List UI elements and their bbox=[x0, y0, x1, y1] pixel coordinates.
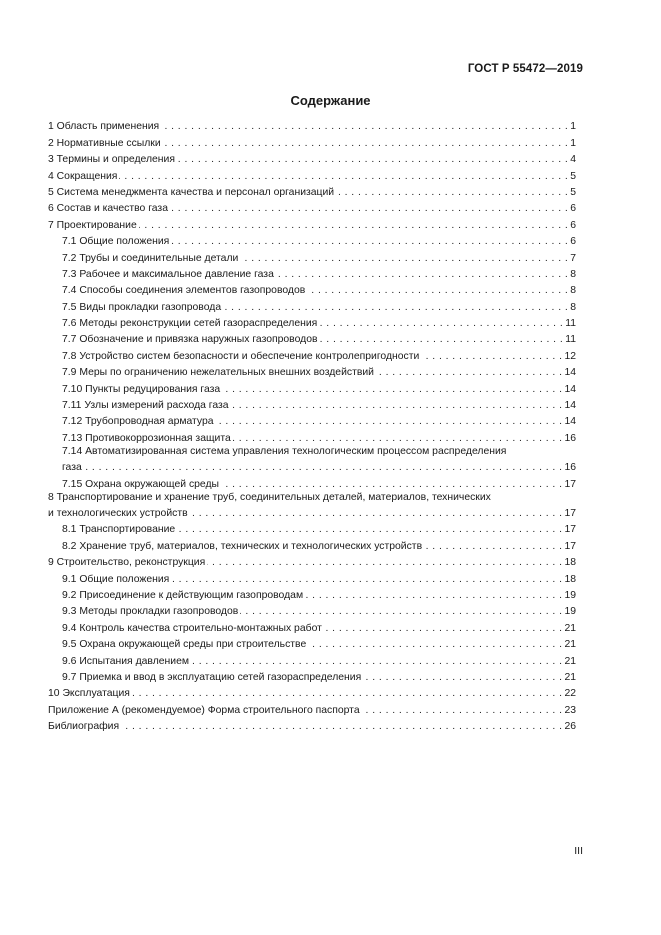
toc-entry-text: 7.9 Меры по ограничению нежелательных внешних воздействий bbox=[62, 367, 374, 379]
toc-page-number: 23 bbox=[564, 704, 576, 716]
toc-entry-text: 6 Состав и качество газа bbox=[48, 203, 168, 215]
toc-entry[interactable] bbox=[48, 150, 576, 166]
toc-entry-text: 4 Сокращения bbox=[48, 170, 118, 182]
toc-entry[interactable] bbox=[48, 586, 576, 602]
toc-entry-text: 7.15 Охрана окружающей среды bbox=[62, 478, 220, 490]
dot-leader bbox=[161, 120, 568, 133]
toc-entry[interactable] bbox=[48, 700, 576, 716]
toc-entry-text: 2 Нормативные ссылки bbox=[48, 137, 161, 149]
toc-page-number: 6 bbox=[570, 236, 576, 248]
toc-page-number: 11 bbox=[565, 318, 576, 330]
toc-page-number: 19 bbox=[564, 589, 576, 601]
toc-entry-text: 10 Эксплуатация bbox=[48, 688, 130, 700]
toc-entry[interactable] bbox=[48, 330, 576, 346]
dot-leader bbox=[305, 589, 562, 602]
toc-entry[interactable] bbox=[48, 346, 576, 362]
toc-page-number: 21 bbox=[564, 671, 576, 683]
dot-leader bbox=[240, 605, 562, 618]
toc-entry-text: 9.1 Общие положения bbox=[62, 573, 170, 585]
toc-entry-text: 9.6 Испытания давлением bbox=[62, 655, 189, 667]
toc-entry-text: 7.6 Методы реконструкции сетей газораспределения bbox=[62, 318, 318, 330]
page-number: III bbox=[574, 845, 583, 857]
toc-entry-text: 7.3 Рабочее и максимальное давление газа bbox=[62, 268, 274, 280]
toc-page-number: 8 bbox=[570, 285, 576, 297]
toc-page-number: 8 bbox=[570, 268, 576, 280]
table-of-contents bbox=[48, 117, 576, 733]
standard-designation: ГОСТ Р 55472—2019 bbox=[467, 63, 583, 75]
dot-leader bbox=[163, 137, 569, 150]
toc-entry[interactable] bbox=[48, 618, 576, 634]
toc-entry-line[interactable] bbox=[48, 445, 576, 458]
toc-page-number: 6 bbox=[570, 203, 576, 215]
toc-entry[interactable] bbox=[48, 717, 576, 733]
toc-page-number: 26 bbox=[564, 721, 576, 733]
toc-page-number: 14 bbox=[564, 367, 576, 379]
dot-leader bbox=[119, 170, 568, 183]
toc-entry[interactable] bbox=[48, 396, 576, 412]
toc-page-number: 18 bbox=[564, 557, 576, 569]
toc-entry[interactable] bbox=[48, 166, 576, 182]
toc-entry[interactable] bbox=[48, 428, 576, 444]
toc-entry-text: 7 Проектирование bbox=[48, 219, 137, 231]
toc-page-number: 1 bbox=[570, 137, 576, 149]
toc-entry-continuation: газа bbox=[62, 462, 82, 474]
toc-entry-text: 7.1 Общие положения bbox=[62, 236, 170, 248]
dot-leader bbox=[177, 153, 568, 166]
dot-leader bbox=[324, 622, 563, 635]
dot-leader bbox=[424, 540, 562, 553]
dot-leader bbox=[216, 415, 563, 428]
toc-entry[interactable] bbox=[48, 474, 576, 490]
toc-page-number: 14 bbox=[564, 400, 576, 412]
toc-entry-text: 9.4 Контроль качества строительно-монтажных работ bbox=[62, 622, 322, 634]
toc-page-number: 14 bbox=[564, 416, 576, 428]
toc-page-number: 21 bbox=[564, 639, 576, 651]
toc-entry-text: 7.14 Автоматизированная система управления технологическим процессом распределения bbox=[62, 445, 507, 457]
dot-leader bbox=[222, 383, 562, 396]
toc-entry-text: 7.4 Способы соединения элементов газопроводов bbox=[62, 285, 306, 297]
toc-entry[interactable] bbox=[48, 553, 576, 569]
toc-entry[interactable] bbox=[48, 133, 576, 149]
toc-page-number: 17 bbox=[564, 524, 576, 536]
dot-leader bbox=[190, 507, 563, 520]
dot-leader bbox=[363, 671, 562, 684]
dot-leader bbox=[376, 366, 562, 379]
toc-page-number: 17 bbox=[564, 540, 576, 552]
dot-leader bbox=[362, 704, 563, 717]
toc-entry-text: 7.12 Трубопроводная арматура bbox=[62, 416, 214, 428]
toc-page-number: 5 bbox=[570, 170, 576, 182]
dot-leader bbox=[233, 432, 563, 445]
toc-page-number: 7 bbox=[570, 252, 576, 264]
toc-entry[interactable] bbox=[48, 297, 576, 313]
toc-entry-text: 8.2 Хранение труб, материалов, технических и технологических устройств bbox=[62, 540, 423, 552]
toc-entry[interactable] bbox=[48, 281, 576, 297]
dot-leader bbox=[308, 638, 562, 651]
toc-entry[interactable] bbox=[48, 520, 576, 536]
toc-page-number: 19 bbox=[564, 606, 576, 618]
toc-entry-text: 7.13 Противокоррозионная защита bbox=[62, 432, 231, 444]
toc-page-number: 16 bbox=[564, 462, 576, 474]
toc-page-number: 18 bbox=[564, 573, 576, 585]
toc-entry-text: 7.8 Устройство систем безопасности и обеспечение контролепригодности bbox=[62, 350, 420, 362]
dot-leader bbox=[139, 219, 568, 232]
toc-entry-line[interactable] bbox=[48, 491, 576, 504]
toc-page-number: 22 bbox=[564, 688, 576, 700]
toc-entry[interactable] bbox=[48, 412, 576, 428]
toc-entry-text: 7.5 Виды прокладки газопровода bbox=[62, 301, 222, 313]
toc-entry-text: 5 Система менеджмента качества и персонал организаций bbox=[48, 186, 335, 198]
toc-entry[interactable] bbox=[48, 536, 576, 552]
toc-entry[interactable] bbox=[48, 458, 576, 474]
toc-page-number: 12 bbox=[564, 350, 576, 362]
toc-entry-text: 9.2 Присоединение к действующим газопроводам bbox=[62, 589, 304, 601]
toc-entry-text: 7.7 Обозначение и привязка наружных газопроводов bbox=[62, 334, 318, 346]
toc-page-number: 21 bbox=[564, 622, 576, 634]
toc-entry-text: 9 Строительство, реконструкция bbox=[48, 557, 206, 569]
page-title: Содержание bbox=[290, 93, 371, 108]
dot-leader bbox=[276, 268, 568, 281]
toc-page-number: 5 bbox=[570, 186, 576, 198]
dot-leader bbox=[223, 301, 568, 314]
toc-entry[interactable] bbox=[48, 232, 576, 248]
toc-entry-text: 7.2 Трубы и соединительные детали bbox=[62, 252, 239, 264]
toc-entry[interactable] bbox=[48, 651, 576, 667]
dot-leader bbox=[207, 556, 562, 569]
dot-leader bbox=[221, 478, 562, 491]
toc-entry[interactable] bbox=[48, 379, 576, 395]
toc-entry-text: Приложение А (рекомендуемое) Форма строительного паспорта bbox=[48, 704, 360, 716]
toc-entry-text: 7.11 Узлы измерений расхода газа bbox=[62, 400, 229, 412]
toc-entry[interactable] bbox=[48, 569, 576, 585]
dot-leader bbox=[231, 399, 563, 412]
dot-leader bbox=[319, 317, 563, 330]
dot-leader bbox=[320, 333, 564, 346]
toc-page-number: 17 bbox=[564, 507, 576, 519]
toc-entry-text: 3 Термины и определения bbox=[48, 154, 175, 166]
dot-leader bbox=[240, 252, 568, 265]
toc-entry[interactable] bbox=[48, 215, 576, 231]
toc-entry-continuation: и технологических устройств bbox=[48, 507, 188, 519]
toc-entry[interactable] bbox=[48, 248, 576, 264]
dot-leader bbox=[171, 573, 562, 586]
toc-entry[interactable] bbox=[48, 684, 576, 700]
toc-page-number: 4 bbox=[570, 154, 576, 166]
toc-page-number: 11 bbox=[565, 334, 576, 346]
toc-entry-text: 9.3 Методы прокладки газопроводов bbox=[62, 606, 239, 618]
toc-page-number: 14 bbox=[564, 383, 576, 395]
toc-entry[interactable] bbox=[48, 199, 576, 215]
toc-entry-text: 1 Область применения bbox=[48, 121, 160, 133]
toc-entry[interactable] bbox=[48, 183, 576, 199]
toc-entry[interactable] bbox=[48, 668, 576, 684]
dot-leader bbox=[171, 235, 568, 248]
toc-entry[interactable] bbox=[48, 602, 576, 618]
toc-page-number: 17 bbox=[564, 478, 576, 490]
toc-entry[interactable] bbox=[48, 265, 576, 281]
toc-entry-text: Библиография bbox=[48, 721, 120, 733]
dot-leader bbox=[121, 720, 562, 733]
toc-entry-text: 9.5 Охрана окружающей среды при строительстве bbox=[62, 639, 307, 651]
dot-leader bbox=[132, 687, 563, 700]
toc-entry[interactable] bbox=[48, 314, 576, 330]
toc-entry[interactable] bbox=[48, 504, 576, 520]
toc-entry[interactable] bbox=[48, 363, 576, 379]
dot-leader bbox=[84, 461, 563, 474]
toc-page-number: 8 bbox=[570, 301, 576, 313]
toc-entry-text: 8.1 Транспортирование bbox=[62, 524, 176, 536]
dot-leader bbox=[191, 655, 562, 668]
dot-leader bbox=[336, 186, 568, 199]
toc-page-number: 16 bbox=[564, 432, 576, 444]
toc-page-number: 1 bbox=[570, 121, 576, 133]
dot-leader bbox=[307, 284, 568, 297]
dot-leader bbox=[177, 523, 562, 536]
toc-entry-text: 9.7 Приемка и ввод в эксплуатацию сетей газораспределения bbox=[62, 671, 362, 683]
dot-leader bbox=[421, 350, 562, 363]
toc-page-number: 21 bbox=[564, 655, 576, 667]
toc-entry[interactable] bbox=[48, 635, 576, 651]
toc-entry-text: 8 Транспортирование и хранение труб, соединительных деталей, материалов, технических bbox=[48, 491, 491, 503]
toc-page-number: 6 bbox=[570, 219, 576, 231]
dot-leader bbox=[170, 202, 568, 215]
toc-entry-text: 7.10 Пункты редуцирования газа bbox=[62, 383, 221, 395]
toc-entry[interactable] bbox=[48, 117, 576, 133]
